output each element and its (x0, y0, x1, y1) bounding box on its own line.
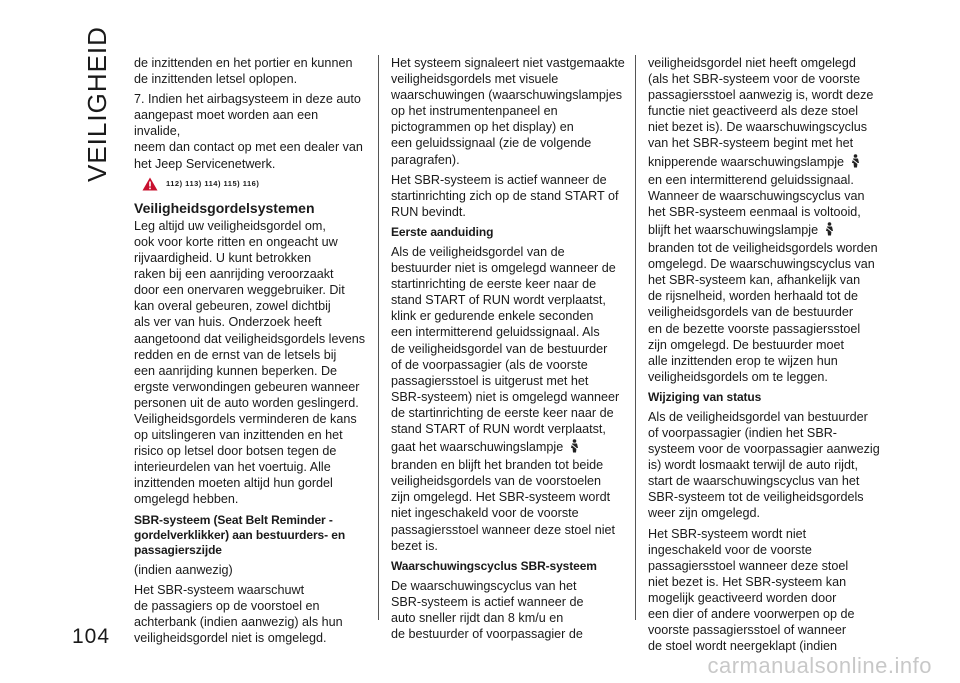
paragraph: Het SBR-systeem waarschuwt de passagiers op de voorstoel en achterbank (indien aanwezig) als hun veiligheidsgordel niet is omgelegd. (134, 582, 343, 645)
column-1 (134, 55, 366, 650)
paragraph: de inzittenden en het portier en kunnen de inzittenden letsel oplopen. (134, 56, 353, 87)
paragraph: branden en blijft het branden tot beide veiligheidsgordels van de voorstoelen zijn omgelegd. Het SBR-systeem wordt niet ingeschakeld voor de voorste passagiersstoel wanneer deze stoel niet bezet is. (391, 458, 616, 553)
page-number: 104 (72, 625, 111, 648)
paragraph: en een intermitterend geluidssignaal. Wanneer de waarschuwingscyclus van het SBR-systeem eenmaal is voltooid, (648, 172, 865, 219)
section-title (78, 26, 112, 185)
paragraph: Het SBR-systeem is actief wanneer de startinrichting zich op de stand START of RUN bevindt. (391, 172, 619, 219)
column-2 (391, 55, 629, 646)
paragraph-with-icon (648, 222, 884, 238)
paragraph-with-icon (648, 154, 884, 170)
warning-triangle-icon (142, 177, 158, 191)
paragraph: Het SBR-systeem wordt niet ingeschakeld voor de voorste passagiersstoel wanneer deze stoel niet bezet is. Het SBR-systeem kan mogelijk geactiveerd worden door een dier of andere voorwerpen op de voorste passagiersstoel of wanneer de stoel wordt neergeklapt (indien (648, 526, 855, 654)
paragraph-text: blijft het waarschuwingslampje (648, 222, 819, 237)
paragraph: (indien aanwezig) (134, 562, 233, 577)
paragraph: Als de veiligheidsgordel van bestuurder of voorpassagier (indien het SBR- systeem voor de voorpassagier aanwezig is) wordt losmaakt terwijl de auto rijdt, start de waarschuwingscyclus van het SBR-systeem tot de veiligheidsgordels weer zijn omgelegd. (648, 409, 880, 521)
paragraph: 7. Indien het airbagsysteem in deze auto aangepast moet worden aan een invalide, neem dan contact op met een dealer van het Jeep Servicenetwerk. (134, 92, 363, 171)
paragraph: Leg altijd uw veiligheidsgordel om, ook voor korte ritten en ongeacht uw rijvaardigheid. U kunt betrokken raken bij een aanrijding veroorzaakt door een onervaren weggebruiker. Dit kan overal gebeuren, zowel dichtbij als ver van huis. Onderzoek heeft aangetoond dat veiligheidsgordels levens redden en de ernst van de letsels bij een aanrijding kunnen beperken. De ergste verwondingen gebeuren wanneer personen uit de auto worden geslingerd. Veiligheidsgordels verminderen de kans op uitslingeren van inzittenden en het risico op letsel door botsen tegen de interieurdelen van het voertuig. Alle inzittenden moeten altijd hun gordel omgelegd hebben. (134, 218, 366, 507)
seatbelt-warning-light-icon (850, 154, 861, 168)
section-heading: Veiligheidsgordelsystemen (134, 199, 315, 216)
paragraph: branden tot de veiligheidsgordels worden omgelegd. De waarschuwingscyclus van het SBR-systeem kan, afhankelijk van de rijsnelheid, worden herhaald tot de veiligheidsgordels van de bestuurder en de bezette voorste passagiersstoel zijn omgelegd. De bestuurder moet alle inzittenden erop te wijzen hun veiligheidsgordels om te leggen. (648, 241, 878, 384)
paragraph: De waarschuwingscyclus van het SBR-systeem is actief wanneer de auto sneller rijdt dan 8 km/u en de bestuurder of voorpassagier de (391, 578, 584, 641)
subheading: Waarschuwingscyclus SBR-systeem (391, 558, 597, 573)
seatbelt-warning-light-icon (824, 222, 835, 236)
subheading: SBR-systeem (Seat Belt Reminder - gordelverklikker) aan bestuurders- en passagierszijde (134, 512, 346, 557)
paragraph-text: gaat het waarschuwingslampje (391, 440, 564, 455)
column-divider (378, 55, 379, 620)
seatbelt-warning-light-icon (569, 439, 580, 453)
paragraph-with-icon (391, 439, 629, 455)
column-3 (648, 55, 884, 658)
paragraph: Als de veiligheidsgordel van de bestuurder niet is omgelegd wanneer de startinrichting de eerste keer naar de stand START of RUN wordt verplaatst, klink er gedurende enkele seconden een intermitterend geluidssignaal. Als de veiligheidsgordel van de bestuurder of de voorpassagier (als de voorste passagiersstoel is uitgerust met het SBR-systeem) niet is omgelegd wanneer de startinrichting de eerste keer naar de stand START of RUN wordt verplaatst, (391, 244, 620, 436)
paragraph-text: knipperende waarschuwingslampje (648, 154, 845, 169)
warning-references (142, 176, 366, 192)
subheading: Eerste aanduiding (391, 224, 494, 239)
paragraph: Het systeem signaleert niet vastgemaakte veiligheidsgordels met visuele waarschuwingen (waarschuwingslampjes op het instrumentenpaneel en pictogrammen op het display) en een geluidssignaal (zie de volgende paragrafen). (391, 56, 625, 167)
paragraph: veiligheidsgordel niet heeft omgelegd (als het SBR-systeem voor de voorste passagiersstoel aanwezig is, wordt deze functie niet geactiveerd als deze stoel niet bezet is). De waarschuwingscyclus van het SBR-systeem begint met het (648, 56, 874, 151)
subheading: Wijziging van status (648, 389, 762, 404)
column-divider (635, 55, 636, 620)
section-title-text: VEILIGHEID (82, 26, 112, 182)
warning-reference-numbers: 112) 113) 114) 115) 116) (166, 178, 260, 188)
watermark: carmanualsonline.info (707, 653, 932, 678)
